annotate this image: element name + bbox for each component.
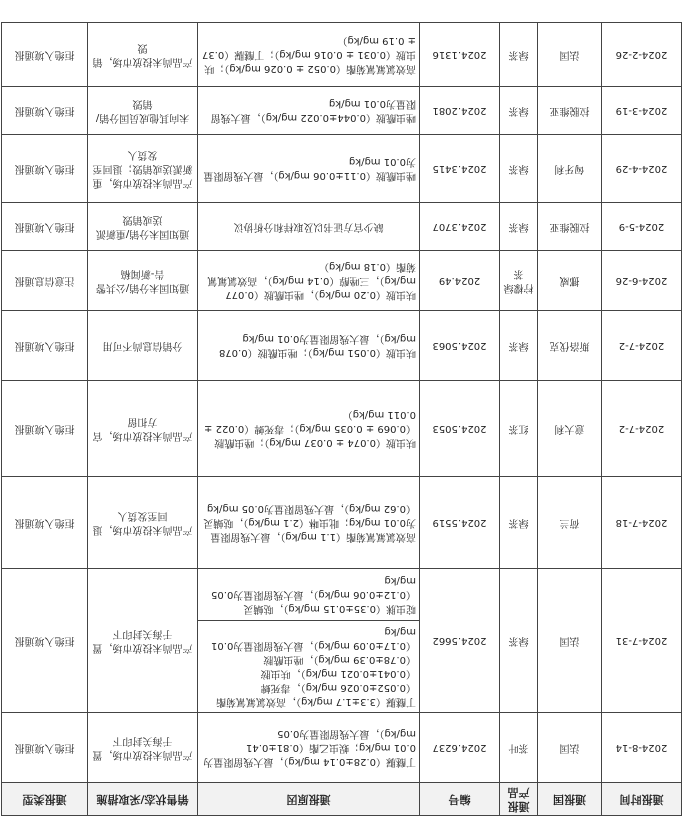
header-id: 编号 — [420, 783, 500, 816]
cell-type: 注意信息通报 — [2, 251, 88, 311]
cell-type: 拒绝入境通报 — [2, 87, 88, 135]
cell-reason: 缺少官方证书以及取样和分析协议 — [198, 203, 420, 251]
cell-status: 产品尚未投放市场，退回至发货人 — [88, 477, 198, 569]
header-country: 通报国 — [538, 783, 602, 816]
table-row — [2, 713, 682, 783]
cell-reason: 高效氯氟氰菊酯（1.1 mg/kg），最大残留限量为0.01 mg/kg；吡虫啉（2.1 mg/kg），哒螨灵（0.62 mg/kg），最大残留限量为0.05 mg/kg — [198, 477, 420, 569]
cell-reason: 啶虫脒（0.35±0.15 mg/kg），哒螨灵（0.12±0.06 mg/kg），最大残留限量为0.05 mg/kg — [198, 569, 420, 621]
cell-country: 匈牙利 — [538, 135, 602, 203]
cell-product: 红茶 — [500, 381, 538, 477]
cell-product: 绿茶 — [500, 311, 538, 381]
notification-table — [1, 22, 682, 816]
cell-status: 分销信息尚不可用 — [88, 311, 198, 381]
cell-id: 2024.5063 — [420, 311, 500, 381]
cell-type: 拒绝入境通报 — [2, 477, 88, 569]
cell-country: 法国 — [538, 23, 602, 87]
cell-country: 拉脱维亚 — [538, 203, 602, 251]
cell-type: 拒绝入境通报 — [2, 713, 88, 783]
rotated-document — [0, 2, 683, 816]
cell-id: 2024.5519 — [420, 477, 500, 569]
header-product: 通报产品 — [500, 783, 538, 816]
cell-reason: 唑虫酰胺（0.11±0.06 mg/kg），最大残留限量为0.01 mg/kg — [198, 135, 420, 203]
table-row — [2, 135, 682, 203]
table-row — [2, 311, 682, 381]
cell-type: 拒绝入境通报 — [2, 311, 88, 381]
cell-date: 2024-7-18 — [602, 477, 682, 569]
header-reason: 通报原因 — [198, 783, 420, 816]
cell-product: 柠檬绿茶 — [500, 251, 538, 311]
table-row — [2, 621, 682, 713]
cell-date: 2024-2-26 — [602, 23, 682, 87]
cell-type: 拒绝入境通报 — [2, 203, 88, 251]
cell-product: 绿茶 — [500, 569, 538, 713]
cell-reason: 呋虫胺（0.074 ± 0.037 mg/kg）；唑虫酰胺（0.069 ± 0.035 mg/kg）；毒死蜱（0.022 ± 0.011 mg/kg） — [198, 381, 420, 477]
cell-id: 2024.2081 — [420, 87, 500, 135]
cell-date: 2024-7-2 — [602, 311, 682, 381]
cell-status: 通知国未分销/重新派送或销毁 — [88, 203, 198, 251]
cell-reason: 呋虫胺（0.051 mg/kg）；唑虫酰胺（0.078 mg/kg），最大残留限量为0.01 mg/kg — [198, 311, 420, 381]
cell-status: 产品尚未投放市场，置于海关封印下 — [88, 713, 198, 783]
table-row — [2, 203, 682, 251]
cell-status: 产品尚未投放市场，官方扣留 — [88, 381, 198, 477]
cell-product: 绿茶 — [500, 477, 538, 569]
table-row — [2, 251, 682, 311]
cell-reason: 高效氯氟氰菊酯（0.052 ± 0.026 mg/kg）；呋虫胺（0.031 ± 0.016 mg/kg）；丁醚脲（0.37 ± 0.19 mg/kg） — [198, 23, 420, 87]
cell-date: 2024-6-26 — [602, 251, 682, 311]
cell-product: 绿茶 — [500, 87, 538, 135]
cell-reason: 唑虫酰胺（0.044±0.022 mg/kg），最大残留限量为0.01 mg/kg — [198, 87, 420, 135]
cell-date: 2024-7-2 — [602, 381, 682, 477]
cell-status: 产品尚未投放市场，置于海关封印下 — [88, 569, 198, 713]
table-row — [2, 87, 682, 135]
cell-reason: 丁醚脲（3.3±1.7 mg/kg），高效氯氟氰菊酯（0.052±0.026 mg/kg），毒死蜱（0.041±0.021 mg/kg），呋虫胺（0.78±0.39 mg/kg），唑虫酰胺（0.17±0.09 mg/kg），最大残留限量为0.01 mg/kg — [198, 621, 420, 713]
cell-status: 产品尚未投放市场，重新派送或销毁；退回至发货人 — [88, 135, 198, 203]
cell-product: 绿茶 — [500, 203, 538, 251]
cell-country: 法国 — [538, 569, 602, 713]
cell-reason: 丁醚脲（0.28±0.14 mg/kg），最大残留限量为0.01 mg/kg；蜈虫乙酯（0.81±0.41 mg/kg），最大残留限量为0.05 — [198, 713, 420, 783]
cell-status: 未向其他成员国分销/销毁 — [88, 87, 198, 135]
cell-type: 拒绝入境通报 — [2, 381, 88, 477]
header-date: 通报时间 — [602, 783, 682, 816]
cell-id: 2024.3707 — [420, 203, 500, 251]
table-header-row — [2, 783, 682, 816]
cell-type: 拒绝入境通报 — [2, 135, 88, 203]
cell-country: 法国 — [538, 713, 602, 783]
table-row — [2, 477, 682, 569]
cell-id: 2024.5662 — [420, 569, 500, 713]
table-row — [2, 23, 682, 87]
cell-type: 拒绝入境通报 — [2, 23, 88, 87]
cell-status: 产品尚未投放市场，销毁 — [88, 23, 198, 87]
cell-id: 2024.5053 — [420, 381, 500, 477]
cell-date: 2024-4-29 — [602, 135, 682, 203]
cell-id: 2024.6237 — [420, 713, 500, 783]
cell-product: 绿茶 — [500, 135, 538, 203]
cell-date: 2024-8-14 — [602, 713, 682, 783]
cell-country: 荷兰 — [538, 477, 602, 569]
cell-type: 拒绝入境通报 — [2, 569, 88, 713]
header-type: 通报类型 — [2, 783, 88, 816]
cell-country: 意大利 — [538, 381, 602, 477]
cell-date: 2024-5-9 — [602, 203, 682, 251]
cell-reason: 呋虫胺（0.20 mg/kg），唑虫酰胺（0.077 mg/kg），三唑醇（0.14 mg/kg），高效氯氟氰菊酯（0.18 mg/kg） — [198, 251, 420, 311]
cell-id: 2024.3415 — [420, 135, 500, 203]
cell-country: 斯洛伐克 — [538, 311, 602, 381]
cell-country: 挪威 — [538, 251, 602, 311]
cell-date: 2024-7-31 — [602, 569, 682, 713]
cell-country: 拉脱维亚 — [538, 87, 602, 135]
cell-id: 2024.1316 — [420, 23, 500, 87]
cell-status: 通知国未分销/公共警告-新闻稿 — [88, 251, 198, 311]
table-row — [2, 381, 682, 477]
header-status: 销售状态/采取措施 — [88, 783, 198, 816]
cell-product: 茶叶 — [500, 713, 538, 783]
cell-product: 绿茶 — [500, 23, 538, 87]
cell-date: 2024-3-19 — [602, 87, 682, 135]
cell-id: 2024.49 — [420, 251, 500, 311]
